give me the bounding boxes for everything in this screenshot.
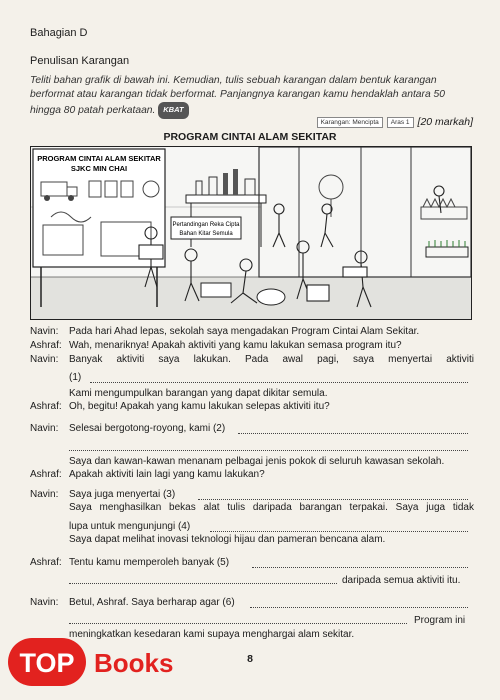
speaker-label: Navin: [30,326,59,337]
dialogue-text: Pada hari Ahad lepas, sekolah saya mengadakan Program Cintai Alam Sekitar. [69,326,420,337]
instructions-text: Teliti bahan grafik di bawah ini. Kemudian, tulis sebuah karangan dalam bentuk karangan berformat atau karangan tidak berformat. Panjangnya karangan kamu hendaklah antara 50 hingga 80 patah perkataan. [30,75,446,117]
speaker-label: Navin: [30,354,59,365]
illustration [30,146,472,320]
dialogue-text: lupa untuk mengunjungi (4) [69,521,191,532]
kbat-badge: KBAT [158,102,188,118]
poster-line2: Bahan Kitar Semula [179,231,233,237]
answer-blank-4[interactable] [210,530,468,532]
dialogue-text: Selesai bergotong-royong, kami (2) [69,423,226,434]
dialogue-text: Oh, begitu! Apakah yang kamu lakukan selepas aktiviti itu? [69,401,330,412]
skill-tag: Karangan: Mencipta [317,117,383,128]
speaker-label: Navin: [30,423,59,434]
speaker-label: Ashraf: [30,340,62,351]
speaker-label: Ashraf: [30,401,62,412]
logo-word-top: TOP [19,648,75,678]
banner-title: PROGRAM CINTAI ALAM SEKITAR [37,154,161,163]
answer-blank-5-cont[interactable] [69,582,337,584]
question-tags [317,116,473,128]
answer-blank-6-cont[interactable] [69,622,407,624]
illustration-drawing [31,147,471,319]
section-heading: Bahagian D [30,27,88,39]
answer-blank-5[interactable] [252,566,468,568]
dialogue-text: Betul, Ashraf. Saya berharap agar (6) [69,597,235,608]
dialogue-text: Apakah aktiviti lain lagi yang kamu lakukan? [69,469,265,480]
dialogue-text: Saya juga menyertai (3) [69,489,176,500]
answer-blank-3[interactable] [198,498,468,500]
speaker-label: Navin: [30,489,59,500]
logo-word-books: Books [94,648,174,678]
speaker-label: Ashraf: [30,469,62,480]
marks-label: [20 markah] [417,116,473,128]
dialogue-text: meningkatkan kesedaran kami supaya menghargai alam sekitar. [69,629,355,640]
level-tag: Aras 1 [387,117,414,128]
page-number: 8 [247,653,253,665]
speaker-label: Ashraf: [30,557,62,568]
dialogue-text: Kami mengumpulkan barangan yang dapat dikitar semula. [69,388,328,399]
answer-blank-2-cont[interactable] [69,449,468,451]
dialogue-text: Tentu kamu memperoleh banyak (5) [69,557,230,568]
dialogue-text: daripada semua aktiviti itu. [342,575,461,586]
speaker-label: Navin: [30,597,59,608]
instructions [30,74,470,119]
dialogue-text: Saya dan kawan-kawan menanam pelbagai jenis pokok di seluruh kawasan sekolah. [69,456,445,467]
dialogue-text: Banyak aktiviti saya lakukan. Pada awal pagi, saya menyertai aktiviti [69,354,474,365]
answer-blank-1[interactable] [90,381,468,383]
topbooks-logo [6,634,206,692]
dialogue-text: Saya dapat melihat inovasi teknologi hijau dan pameran bencana alam. [69,534,386,545]
dialogue-text: Saya menghasilkan bekas alat tulis daripada barangan terpakai. Saya juga tidak [69,502,474,513]
dialogue-text: Program ini [414,615,466,626]
banner-school: SJKC MIN CHAI [70,164,128,173]
picture-title: PROGRAM CINTAI ALAM SEKITAR [163,131,337,143]
answer-blank-2[interactable] [238,432,468,434]
blank-label: (1) [69,372,82,383]
poster-line1: Pertandingan Reka Cipta [172,222,240,228]
subsection-heading: Penulisan Karangan [30,55,130,67]
dialogue-text: Wah, menariknya! Apakah aktiviti yang kamu lakukan semasa program itu? [69,340,402,351]
answer-blank-6[interactable] [250,606,468,608]
